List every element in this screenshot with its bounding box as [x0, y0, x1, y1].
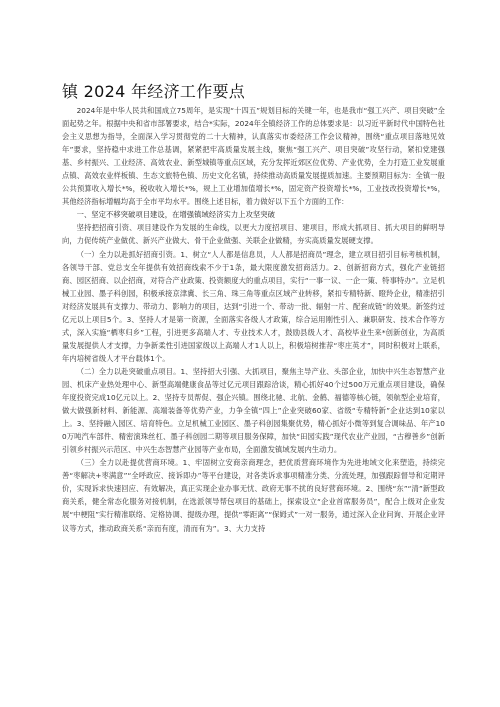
paragraph-investment: （一）全力以赴抓好招商引资。1、树立“人人都是信息员，人人都是招商员”理念，建立项目招引目标考核机制，各领导干部、党总支全年提供有效招商线索不少于1条，最大限度激发招商活力。2、创新招商方式，强化产业链招商、园区招商、以企招商，对符合产业政策、投资额度大的重点项目，实行“一事一议、一企一策、特事特办”。立足机械工业园、墨子科创园，积极承接京津冀、长三角、珠三角等重点区域产业转移，紧扣专精特新、瞪羚企业，精准招引对经济发展具有支撑力、带动力、影响力的项目，达到“引进一个、带动一批、辐射一片、配套成链”的效果。新签约过亿元以上项目5个。3、坚持人才是第一资源，全面落实各级人才政策，综合运用刚性引入、兼职研发、技术合作等方式，深入实施“栖枣归乡”工程，引进更多高端人才、专业技术人才，鼓励县级人才、高校毕业生来*创新创业，为高质量发展提供人才支撑，力争新柔性引进国家级以上高端人才1人以上，积极培树推荐“枣庄英才”，同时积极对上联系，年内培树省级人才平台载体1个。 — [62, 249, 445, 363]
section-heading-1: 一、坚定不移突破项目建设，在增强镇域经济实力上攻坚突破 — [76, 210, 275, 220]
paragraph-section-1-overview: 坚持把招商引资、项目建设作为发展的生命线，以更大力度招项目、建项目，形成大抓项目、抓大项目的鲜明导向，力促传统产业做优、新兴产业做大、骨干企业做强、关联企业做精，夯实高质量发展硬支撑。 — [62, 223, 445, 246]
paragraph-business-environment: （三）全力以赴提优营商环境。1、牢固树立安商亲商理念，把优质营商环境作为先进地域文化来塑造，持续完善“枣解决+枣满意”“全呼政应、接诉即办”等平台建设，对各类诉求事项精准分类、分流处理，加强跟踪督导和定期评价，实现诉求快速回应、有效解决，真正实现企业办事无忧、政府无事不扰的良好营商环境。2、围绕“东”“清”新型政商关系，健全常态化服务对接机制，在选派领导帮包项目的基础上，探索设立“企业首席服务员”，配合上级对企业发展“中梗阻”实行精准联络、定格协调、提级办理，提供“零距离”“保姆式”一对一服务，通过深入企业问询、开展企业评议等方式，推动政商关系“亲而有度，清而有为”。3、大力支持 — [62, 458, 445, 533]
document-title: 镇 2024 年经济工作要点 — [62, 82, 246, 101]
document-body — [62, 104, 445, 535]
paragraph-intro: 2024年是中华人民共和国成立75周年，是实现“十四五”规划目标的关键一年，也是我市“强工兴产、项目突破”全面起势之年。根据中央和省市部署要求，结合*实际，2024年全镇经济工作的总体要求是：以习近平新时代中国特色社会主义思想为指导，全面深入学习贯彻党的二十大精神，认真落实市委经济工作会议精神，围绕“重点项目落地见效年”要求，坚持稳中求进工作总基调，紧紧把牢高质量发展主线，聚焦“强工兴产、项目突破”攻坚行动，紧扣党建强基、乡村振兴、工业经济、高效农业、新型城镇等重点区域，充分发挥近郊区位优势、产业优势，全力打造工业发展重点镇、高效农业样板镇、生态文旅特色镇、历史文化名镇，持续推动高质量发展提质加速。主要预期目标为：全镇一般公共预算收入增长*%，税收收入增长*%，规上工业增加值增长*%，固定资产投资增长*%，工业技改投资增长*%，其他经济指标增幅均高于全市平均水平。围绕上述目标，着力做好以下五个方面的工作： — [62, 106, 445, 207]
paragraph-key-projects: （二）全力以赴突破重点项目。1、坚持招大引强、大抓项目，聚焦主导产业、头部企业，加快中兴生态智慧产业园、机床产业热处理中心、新型高端健康食品等过亿元项目跟踪洽谈，精心抓好40个过500万元重点项目建设，确保年度投资完成10亿元以上。2、坚持专员帮促、强企兴镇。围绕北驰、北航、金鹤、福德等核心链，领航型企业培育，做大做强新材料、新能源、高端装备等优势产业，力争全镇“四上”企业突破60家、省级“专精特新”企业达到10家以上。3、坚持融入园区、培育特色。立足机械工业园区、墨子科创园集聚优势，精心抓好小微等到复合调味品、年产100万吨汽车部件、精密演珠丝杠、墨子科创园二期等项目服务保障，加快“田园实践”现代农业产业园，“古穆善乡”创新引领乡村振兴示范区、中兴生态智慧产业园等产业布局，全面激发镇域发展内生动力。 — [62, 366, 445, 455]
